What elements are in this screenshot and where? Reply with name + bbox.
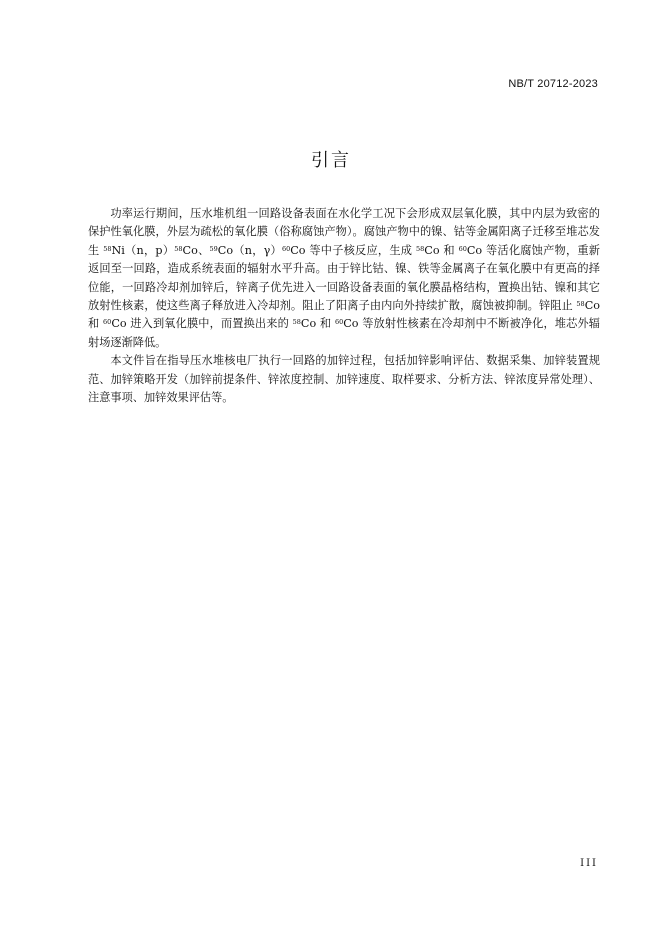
text-run: Co、 — [182, 243, 210, 257]
mass-number-superscript: 58 — [576, 299, 585, 308]
paragraph — [88, 205, 600, 352]
text-run: Co 和 — [300, 317, 335, 331]
mass-number-superscript: 58 — [415, 244, 425, 253]
text-run: 功率运行期间，压水堆机组一回路设备表面在水化学工况下会形成双层氧化膜，其中内层为致密的保护性氧化膜，外层为疏松的氧化膜（俗称腐蚀产物）。腐蚀产物中的镍、钴等金属阳离子迁移至堆芯发生 — [88, 207, 600, 257]
section-title: 引言 — [311, 150, 351, 171]
mass-number-superscript: 60 — [103, 318, 112, 327]
text-run: Co 和 — [88, 299, 600, 331]
document-code: NB/T 20712-2023 — [508, 78, 598, 90]
mass-number-superscript: 59 — [209, 244, 218, 253]
text-run: Co 等活化腐蚀产物，重新返回至一回路，造成系统表面的辐射水平升高。由于锌比钴、镍、铁等金属离子在氧化膜中有更高的择位能，一回路冷却剂加锌后，锌离子优先进入一回路设备表面的氧化膜晶格结构，置换出钴、镍和其它放射性核素，使这些离子释放进入冷却剂。阻止了阳离子由内向外持续扩散，腐蚀被抑制。锌阻止 — [88, 243, 600, 313]
text-run: 本文件旨在指导压水堆核电厂执行一回路的加锌过程，包括加锌影响评估、数据采集、加锌装置规范、加锌策略开发（加锌前提条件、锌浓度控制、加锌速度、取样要求、分析方法、锌浓度异常处理）、注意事项、加锌效果评估等。 — [88, 354, 600, 405]
page-number: III — [580, 858, 598, 869]
text-run: Co（n，γ） — [217, 243, 282, 257]
mass-number-superscript: 58 — [174, 244, 183, 253]
mass-number-superscript: 60 — [458, 244, 467, 253]
text-run: Co 等中子核反应，生成 — [290, 243, 416, 257]
text-run: Co 等放射性核素在冷却剂中不断被净化，堆芯外辐射场逐渐降低。 — [88, 317, 600, 349]
mass-number-superscript: 60 — [281, 244, 291, 253]
body-text — [88, 205, 600, 407]
paragraph — [88, 352, 600, 407]
mass-number-superscript: 58 — [292, 318, 301, 327]
text-run: Co 进入到氧化膜中，而置换出来的 — [111, 317, 293, 331]
text-run: Co 和 — [424, 243, 459, 257]
mass-number-superscript: 60 — [334, 318, 344, 327]
mass-number-superscript: 58 — [103, 244, 112, 253]
text-run: Ni（n，p） — [111, 243, 175, 257]
